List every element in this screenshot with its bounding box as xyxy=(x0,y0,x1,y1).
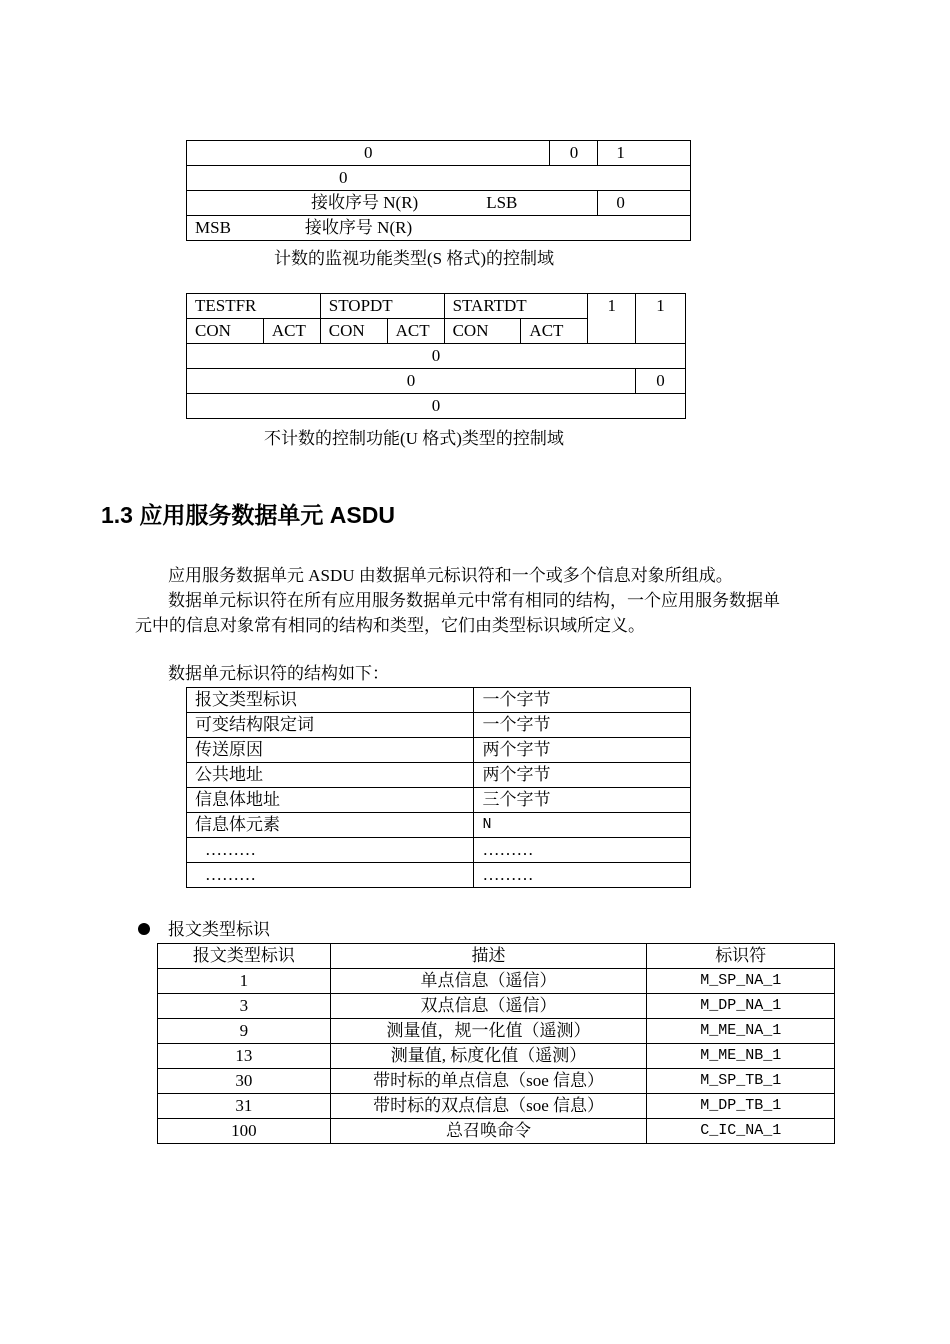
table-cell: 0 xyxy=(636,369,686,394)
table-cell: 9 xyxy=(158,1019,331,1044)
table-cell: 30 xyxy=(158,1069,331,1094)
column-header: 报文类型标识 xyxy=(158,944,331,969)
stopdt-header: STOPDT xyxy=(320,294,444,319)
table-row xyxy=(187,688,691,713)
table-cell: 报文类型标识 xyxy=(187,688,474,713)
table-row xyxy=(187,713,691,738)
testfr-header: TESTFR xyxy=(187,294,321,319)
table-cell: 公共地址 xyxy=(187,763,474,788)
table-row xyxy=(158,994,835,1019)
table-row xyxy=(187,738,691,763)
section-heading: 1.3 应用服务数据单元 ASDU xyxy=(101,502,395,528)
table-row xyxy=(187,813,691,838)
table-row xyxy=(158,1094,835,1119)
table-cell: ……… xyxy=(474,863,691,888)
table-row xyxy=(187,763,691,788)
table-row xyxy=(187,294,686,319)
s-format-caption: 计数的监视功能类型(S 格式)的控制域 xyxy=(274,249,555,268)
table-cell: 传送原因 xyxy=(187,738,474,763)
table-cell: CON xyxy=(187,319,264,344)
table-cell: 13 xyxy=(158,1044,331,1069)
table-cell: 3 xyxy=(158,994,331,1019)
table-cell: 0 xyxy=(598,191,691,216)
table-cell: M_SP_TB_1 xyxy=(647,1069,835,1094)
table-header-row xyxy=(158,944,835,969)
table-cell: 0 xyxy=(187,394,686,419)
table-row xyxy=(158,1044,835,1069)
table-row xyxy=(187,344,686,369)
table-cell: 三个字节 xyxy=(474,788,691,813)
table-cell: M_ME_NB_1 xyxy=(647,1044,835,1069)
struct-intro: 数据单元标识符的结构如下： xyxy=(168,664,389,683)
table-cell: ……… xyxy=(474,838,691,863)
table-cell: ……… xyxy=(187,838,474,863)
table-cell: M_SP_NA_1 xyxy=(647,969,835,994)
table-row xyxy=(158,1019,835,1044)
table-row xyxy=(187,141,691,166)
table-cell xyxy=(187,216,691,241)
table-cell: 信息体元素 xyxy=(187,813,474,838)
table-cell: 测量值, 标度化值（遥测） xyxy=(330,1044,647,1069)
table-cell: ……… xyxy=(187,863,474,888)
table-cell: 可变结构限定词 xyxy=(187,713,474,738)
table-cell: 一个字节 xyxy=(474,713,691,738)
paragraph: 元中的信息对象常有相同的结构和类型，它们由类型标识域所定义。 xyxy=(135,616,645,635)
table-row xyxy=(187,394,686,419)
table-cell: ACT xyxy=(521,319,588,344)
table-cell: 1 xyxy=(636,294,686,344)
table-cell: 1 xyxy=(598,141,691,166)
table-cell: 0 xyxy=(187,344,686,369)
column-header: 标识符 xyxy=(647,944,835,969)
table-cell: 双点信息（遥信） xyxy=(330,994,647,1019)
table-cell: 带时标的单点信息（soe 信息） xyxy=(330,1069,647,1094)
table-cell: M_DP_TB_1 xyxy=(647,1094,835,1119)
paragraph: 数据单元标识符在所有应用服务数据单元中常有相同的结构，一个应用服务数据单 xyxy=(168,591,780,610)
table-cell: 0 xyxy=(187,166,691,191)
table-cell: 1 xyxy=(588,294,636,344)
table-cell: CON xyxy=(444,319,521,344)
table-row xyxy=(187,838,691,863)
table-cell: 0 xyxy=(187,369,636,394)
table-row xyxy=(187,191,691,216)
table-row xyxy=(187,216,691,241)
table-cell: 总召唤命令 xyxy=(330,1119,647,1144)
table-cell: 信息体地址 xyxy=(187,788,474,813)
table-row xyxy=(187,166,691,191)
u-format-table xyxy=(186,293,686,419)
table-cell xyxy=(187,191,598,216)
table-cell: 两个字节 xyxy=(474,738,691,763)
table-cell: 0 xyxy=(550,141,598,166)
msb-label: MSB xyxy=(195,218,231,237)
table-cell: 0 xyxy=(187,141,550,166)
table-cell: 带时标的双点信息（soe 信息） xyxy=(330,1094,647,1119)
s-format-table xyxy=(186,140,691,241)
table-cell: ACT xyxy=(387,319,444,344)
table-cell: 1 xyxy=(158,969,331,994)
table-cell: M_ME_NA_1 xyxy=(647,1019,835,1044)
bullet-icon xyxy=(138,923,150,935)
lsb-label: LSB xyxy=(486,193,518,212)
startdt-header: STARTDT xyxy=(444,294,588,319)
table-cell: C_IC_NA_1 xyxy=(647,1119,835,1144)
type-id-table xyxy=(157,943,835,1144)
table-cell: 两个字节 xyxy=(474,763,691,788)
table-cell: N xyxy=(474,813,691,838)
table-cell: CON xyxy=(320,319,387,344)
u-format-caption: 不计数的控制功能(U 格式)类型的控制域 xyxy=(264,429,564,448)
table-row xyxy=(187,369,686,394)
table-cell: ACT xyxy=(263,319,320,344)
table-row xyxy=(187,863,691,888)
table-row xyxy=(158,1069,835,1094)
table-row xyxy=(187,788,691,813)
table-cell: 31 xyxy=(158,1094,331,1119)
table-row xyxy=(158,1119,835,1144)
receive-seq-label: 接收序号 N(R) xyxy=(311,193,419,212)
table-cell: 单点信息（遥信） xyxy=(330,969,647,994)
column-header: 描述 xyxy=(330,944,647,969)
struct-table xyxy=(186,687,691,888)
receive-seq-label: 接收序号 N(R) xyxy=(304,218,413,237)
table-row xyxy=(158,969,835,994)
table-cell: 测量值，规一化值（遥测） xyxy=(330,1019,647,1044)
bullet-label: 报文类型标识 xyxy=(168,920,270,939)
table-cell: 100 xyxy=(158,1119,331,1144)
table-cell: M_DP_NA_1 xyxy=(647,994,835,1019)
table-cell: 一个字节 xyxy=(474,688,691,713)
paragraph: 应用服务数据单元 ASDU 由数据单元标识符和一个或多个信息对象所组成。 xyxy=(168,566,733,585)
